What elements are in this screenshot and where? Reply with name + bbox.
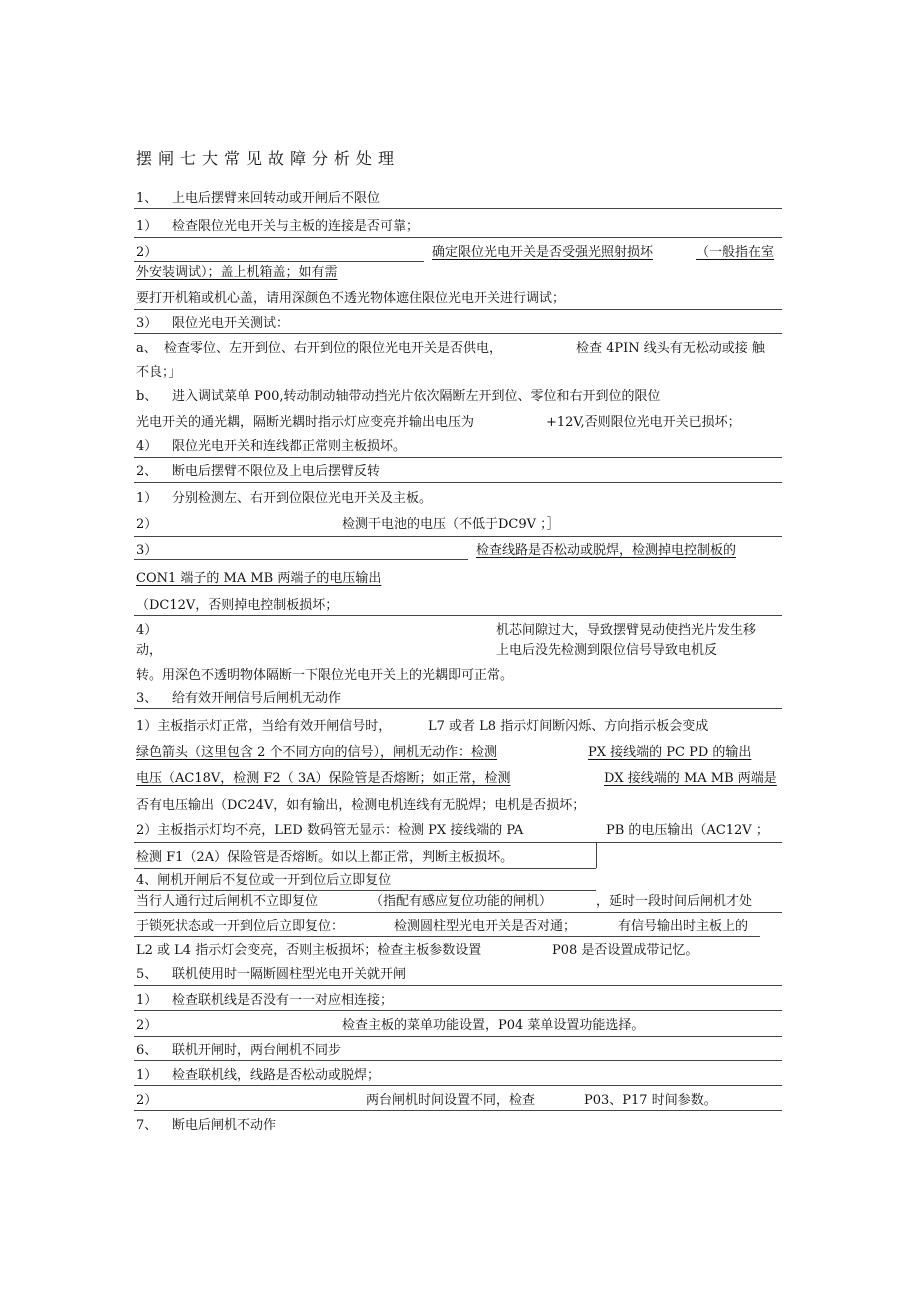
section-4-heading: 4、闸机开闸后不复位或一开到位后立即复位: [136, 873, 392, 888]
item-text: 不良；」: [136, 365, 182, 380]
paragraph-text: 检测 F1（2A）保险管是否熔断。如以上都正常，判断主板损坏。: [136, 850, 514, 865]
section-2-number: 2、: [136, 464, 158, 479]
rule: [134, 615, 782, 616]
item-text: 进入调试菜单 P00,转动制动轴带动挡光片依次隔断左开到位、零位和右开到位的限位: [172, 389, 661, 404]
paragraph-text: 检测圆柱型光电开关是否对通；: [394, 919, 577, 934]
item-number: a、: [136, 341, 157, 356]
rule: [134, 936, 760, 937]
item-number: 1）: [136, 993, 158, 1008]
item-text: 上电后没先检测到限位信号导致电机反: [496, 643, 718, 658]
item-text: 检查限位光电开关与主板的连接是否可靠；: [172, 219, 420, 234]
paragraph-text: 2）主板指示灯均不亮，LED 数码管无显示：检测 PX 接线端的 PA: [136, 823, 524, 838]
paragraph-text: （指配有感应复位功能的闸机）: [370, 894, 553, 909]
item-text: 要打开机箱或机心盖，请用深颜色不透光物体遮住限位光电开关进行调试；: [136, 291, 566, 306]
item-text: 检查联机线是否没有一一对应相连接；: [172, 993, 394, 1008]
rule: [134, 985, 782, 986]
section-1-number: 1、: [136, 191, 158, 206]
rule: [134, 333, 782, 334]
paragraph-text: 绿色箭头（这里包含 2 个不同方向的信号），闸机无动作：检测: [136, 745, 498, 760]
section-6-heading: 联机开闸时，两台闸机不同步: [172, 1043, 342, 1058]
paragraph-text: 于锁死状态或一开到位后立即复位：: [136, 919, 345, 934]
item-text: +12V,否则限位光电开关已损坏；: [546, 415, 741, 430]
paragraph-text: 有信号输出时主板上的: [618, 919, 749, 934]
paragraph-text: ，延时一段时间后闸机才处: [596, 894, 753, 909]
section-5-heading: 联机使用时一隔断圆柱型光电开关就开闸: [172, 967, 407, 982]
item-text: 检测干电池的电压（不低于DC9V ；］: [342, 517, 560, 532]
item-number: 1）: [136, 491, 158, 506]
section-2-heading: 断电后摆臂不限位及上电后摆臂反转: [172, 464, 381, 479]
item-number: 2）: [136, 245, 158, 260]
item-text: 检查主板的菜单功能设置，P04 菜单设置功能选择。: [342, 1018, 645, 1033]
item-text: （一般指在室: [696, 245, 775, 260]
item-text: 外安装调试）；盖上机箱盖；如有需: [136, 265, 338, 280]
paragraph-text: 否有电压输出（DC24V，如有输出，检测电机连线有无脱焊；电机是否损坏；: [136, 798, 586, 813]
rule: [134, 890, 596, 891]
item-number: 2）: [136, 1093, 158, 1108]
rule: [134, 868, 596, 869]
rule: [134, 1010, 782, 1011]
section-7-number: 7、: [136, 1118, 158, 1133]
item-number: 1）: [136, 219, 158, 234]
item-text: 检查联机线，线路是否松动或脱焊；: [172, 1068, 381, 1083]
section-5-number: 5、: [136, 967, 158, 982]
paragraph-text: 1）主板指示灯正常，当给有效开闸信号时，: [136, 719, 392, 734]
rule: [134, 912, 782, 913]
item-number: b、: [136, 389, 158, 404]
paragraph-text: 当行人通行过后闸机不立即复位: [136, 894, 319, 909]
item-number: 2）: [136, 517, 158, 532]
item-number: 3）: [136, 543, 158, 558]
rule: [134, 1060, 782, 1061]
rule: [134, 309, 782, 310]
item-text: P03、P17 时间参数。: [584, 1093, 717, 1108]
item-text: 光电开关的通光耦，隔断光耦时指示灯应变亮并输出电压为: [136, 415, 475, 430]
item-text: 确定限位光电开关是否受强光照射损坏: [432, 245, 654, 260]
section-3-number: 3、: [136, 691, 158, 706]
section-6-number: 6、: [136, 1043, 158, 1058]
rule: [134, 1085, 782, 1086]
section-3-heading: 给有效开闸信号后闸机无动作: [172, 691, 342, 706]
paragraph-text: P08 是否设置成带记忆。: [552, 943, 699, 958]
paragraph-text: PB 的电压输出（AC12V ；: [606, 823, 769, 838]
item-text: 检查零位、左开到位、右开到位的限位光电开关是否供电，: [164, 341, 503, 356]
paragraph-text: DX 接线端的 MA MB 两端是: [604, 771, 777, 786]
item-text: 限位光电开关和连线都正常则主板损坏。: [172, 439, 407, 454]
rule: [134, 1036, 782, 1037]
item-text: 机芯间隙过大，导致摆臂晃动使挡光片发生移: [496, 623, 757, 638]
rule: [134, 261, 424, 262]
section-1-heading: 上电后摆臂来回转动或开闸后不限位: [172, 191, 381, 206]
paragraph-text: L7 或者 L8 指示灯间断闪烁、方向指示板会变成: [428, 719, 709, 734]
item-text: （DC12V，否则掉电控制板损坏；: [136, 598, 339, 613]
item-text: CON1 端子的 MA MB 两端子的电压输出: [136, 571, 382, 586]
rule: [134, 1110, 782, 1111]
paragraph-text: 电压（AC18V，检测 F2（ 3A）保险管是否熔断；如正常，检测: [136, 771, 511, 786]
item-text: 动，: [136, 643, 163, 658]
item-number: 4）: [136, 439, 158, 454]
item-text: 检查线路是否松动或脱焊，检测掉电控制板的: [476, 543, 737, 558]
rule: [134, 708, 782, 709]
rule: [134, 482, 782, 483]
item-number: 3）: [136, 316, 158, 331]
item-number: 2）: [136, 1018, 158, 1033]
rule: [134, 237, 782, 238]
item-number: 1）: [136, 1068, 158, 1083]
rule: [134, 457, 782, 458]
rule: [134, 842, 782, 843]
rule: [134, 559, 468, 560]
page-title: 摆闸七大常见故障分析处理: [136, 149, 401, 168]
item-text: 分别检测左、右开到位限位光电开关及主板。: [172, 491, 433, 506]
rule: [596, 842, 597, 868]
item-text: 检查 4PIN 线头有无松动或接 触: [576, 341, 765, 356]
item-text: 限位光电开关测试：: [172, 316, 290, 331]
rule: [134, 208, 782, 209]
section-7-heading: 断电后闸机不动作: [172, 1118, 277, 1133]
item-number: 4）: [136, 623, 158, 638]
paragraph-text: PX 接线端的 PC PD 的输出: [588, 745, 752, 760]
paragraph-text: L2 或 L4 指示灯会变亮，否则主板损坏；检查主板参数设置: [136, 943, 482, 958]
item-text: 两台闸机时间设置不同，检查: [366, 1093, 536, 1108]
item-text: 转。用深色不透明物体隔断一下限位光电开关上的光耦即可正常。: [136, 668, 514, 683]
rule: [134, 536, 782, 537]
